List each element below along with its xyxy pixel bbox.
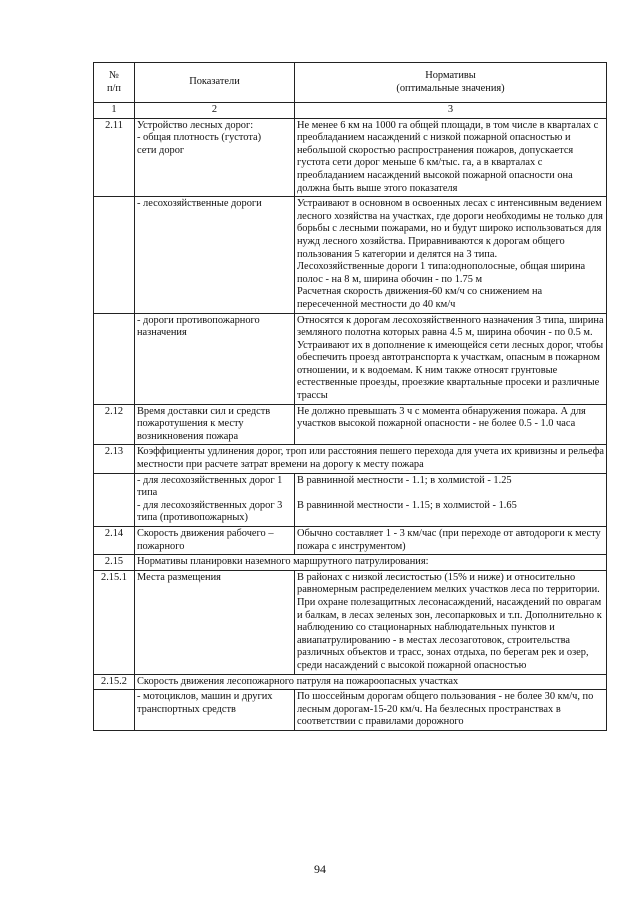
- row-number: [94, 313, 135, 404]
- table-row: [94, 690, 607, 731]
- row-indicator: - дороги противопожарного назначения: [135, 313, 295, 404]
- row-indicator: - мотоциклов, машин и других транспортных средств: [135, 690, 295, 731]
- row-span-text: Коэффициенты удлинения дорог, троп или расстояния пешего перехода для учета их кривизны и рельефа местности при расчете затрат времени на дорогу к месту пожара: [135, 445, 607, 473]
- header-norms: Нормативы (оптимальные значения): [295, 63, 607, 103]
- header-indicators: Показатели: [135, 63, 295, 103]
- table-row: [94, 473, 607, 526]
- row-span-text: Скорость движения лесопожарного патруля на пожароопасных участках: [135, 674, 607, 690]
- header-number: № п/п: [94, 63, 135, 103]
- row-number: 2.15: [94, 555, 135, 571]
- table-row: [94, 555, 607, 571]
- row-number: 2.11: [94, 118, 135, 197]
- row-number: 2.15.2: [94, 674, 135, 690]
- table-row: [94, 313, 607, 404]
- row-indicator: Места размещения: [135, 570, 295, 674]
- row-number: [94, 197, 135, 313]
- index-cell: 3: [295, 103, 607, 119]
- row-indicator: - для лесохозяйственных дорог 1 типа - для лесохозяйственных дорог 3 типа (противопожарных): [135, 473, 295, 526]
- row-number: 2.14: [94, 527, 135, 555]
- norms-table: [93, 62, 607, 731]
- table-row: [94, 527, 607, 555]
- row-norm: В равнинной местности - 1.1; в холмистой - 1.25 В равнинной местности - 1.15; в холмистой - 1.65: [295, 473, 607, 526]
- table-index-row: [94, 103, 607, 119]
- row-number: [94, 690, 135, 731]
- row-norm: Не менее 6 км на 1000 га общей площади, в том числе в кварталах с преобладанием насаждений с низкой пожарной опасностью и небольшой скоростью распространения пожаров, допускается густота сети дорог меньше 6 км/тыс. га, а в кварталах с преобладанием насаждений высокой пожарной опасности она должна быть выше этого показателя: [295, 118, 607, 197]
- row-norm: По шоссейным дорогам общего пользования - не более 30 км/ч, по лесным дорогам-15-20 км/ч. На безлесных пространствах в соответствии с правилами дорожного: [295, 690, 607, 731]
- page-number: 94: [314, 862, 326, 876]
- row-number: 2.13: [94, 445, 135, 473]
- table-row: [94, 570, 607, 674]
- table-row: [94, 674, 607, 690]
- index-cell: 1: [94, 103, 135, 119]
- row-norm: В районах с низкой лесистостью (15% и ниже) и относительно равномерным распределением мелких участков леса по территории. При охране полезащитных лесонасаждений, насаждений по оврагам и балкам, в лесах зеленых зон, лесопарковых и т.п. Дополнительно к наблюдению со стационарных наблюдательных пунктов и авиапатрулированию - в местах лесозаготовок, строительства различных объектов и трасс, зонах отдыха, по берегам рек и озер, среди насаждений с высокой пожарной опасностью: [295, 570, 607, 674]
- row-number: 2.15.1: [94, 570, 135, 674]
- table-row: [94, 118, 607, 197]
- row-indicator: - лесохозяйственные дороги: [135, 197, 295, 313]
- row-number: 2.12: [94, 404, 135, 445]
- row-indicator: Время доставки сил и средств пожаротушения к месту возникновения пожара: [135, 404, 295, 445]
- table-header-row: [94, 63, 607, 103]
- row-span-text: Нормативы планировки наземного маршрутного патрулирования:: [135, 555, 607, 571]
- row-indicator: Скорость движения рабочего – пожарного: [135, 527, 295, 555]
- row-number: [94, 473, 135, 526]
- row-norm: Устраивают в основном в освоенных лесах с интенсивным ведением лесного хозяйства на участках, где дороги необходимы не только для борьбы с лесными пожарами, но и будут широко использоваться для нужд лесного хозяйства. Приравниваются к дорогам общего пользования 5 категории и делятся на 3 типа. Лесохозяйственные дороги 1 типа:однополосные, общая ширина полос - на 8 м, ширина обочин - по 1.75 м Расчетная скорость движения-60 км/ч со снижением на пересеченной местности до 40 км/ч: [295, 197, 607, 313]
- row-indicator: Устройство лесных дорог: - общая плотность (густота) сети дорог: [135, 118, 295, 197]
- row-norm: Не должно превышать 3 ч с момента обнаружения пожара. А для участков высокой пожарной опасности - не более 0.5 - 1.0 часа: [295, 404, 607, 445]
- table-row: [94, 404, 607, 445]
- row-norm: Относятся к дорогам лесохозяйственного назначения 3 типа, ширина земляного полотна которых равна 4.5 м, ширина обочин - по 0.5 м. Устраивают их в дополнение к имеющейся сети лесных дорог, чтобы обеспечить проезд автотранспорта к участкам, опасным в пожарном отношении, и к водоемам. К ним также относят грунтовые естественные проезды, проезжие квартальные просеки и различные трассы: [295, 313, 607, 404]
- index-cell: 2: [135, 103, 295, 119]
- table-row: [94, 445, 607, 473]
- table-row: [94, 197, 607, 313]
- row-norm: Обычно составляет 1 - 3 км/час (при переходе от автодороги к месту пожара с инструментом): [295, 527, 607, 555]
